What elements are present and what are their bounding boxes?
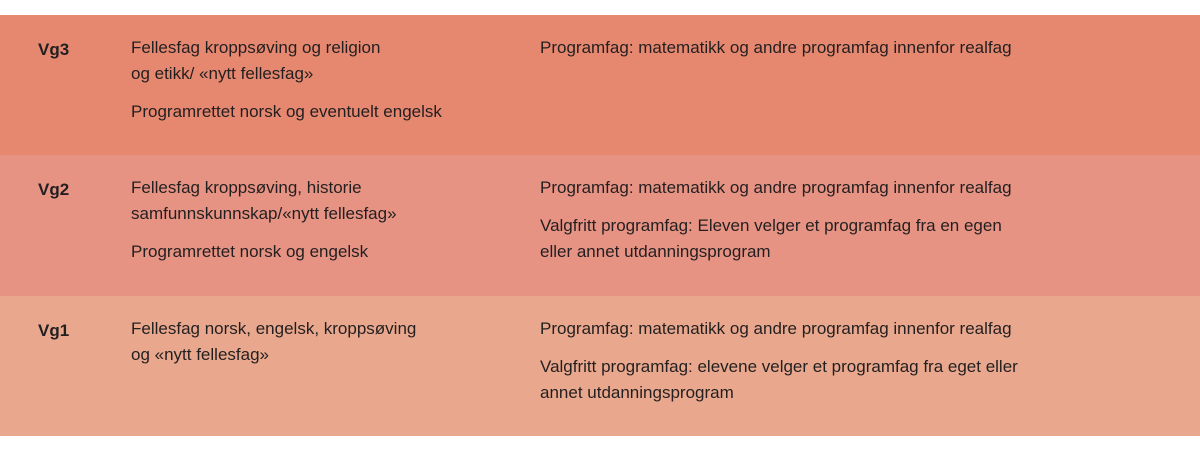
- common-subject-text: Programrettet norsk og engelsk: [131, 242, 369, 261]
- common-subjects-column: [131, 35, 521, 137]
- common-subject-text: Fellesfag kroppsøving, historie samfunnskunnskap/«nytt fellesfag»: [131, 178, 397, 223]
- level-label: Vg3: [38, 40, 70, 59]
- program-subject-text: Programfag: matematikk og andre programfag innenfor realfag: [540, 319, 1012, 338]
- program-subject-text: Valgfritt programfag: Eleven velger et programfag fra en egen eller annet utdanningsprogram: [540, 216, 1002, 261]
- table-row-vg1: [0, 296, 1200, 436]
- common-subjects-column: [131, 316, 521, 380]
- program-subjects-column: [540, 316, 1180, 418]
- program-subjects-column: [540, 35, 1180, 73]
- common-subject-text: Fellesfag kroppsøving og religion og etikk/ «nytt fellesfag»: [131, 38, 381, 83]
- program-subject-text: Programfag: matematikk og andre programfag innenfor realfag: [540, 38, 1012, 57]
- curriculum-table: [0, 15, 1200, 436]
- common-subjects-column: [131, 175, 521, 277]
- table-row-vg2: [0, 155, 1200, 296]
- table-row-vg3: [0, 15, 1200, 155]
- common-subject-text: Fellesfag norsk, engelsk, kroppsøving og «nytt fellesfag»: [131, 319, 417, 364]
- program-subject-text: Programfag: matematikk og andre programfag innenfor realfag: [540, 178, 1012, 197]
- program-subjects-column: [540, 175, 1180, 277]
- level-label: Vg1: [38, 321, 70, 340]
- common-subject-text: Programrettet norsk og eventuelt engelsk: [131, 102, 442, 121]
- program-subject-text: Valgfritt programfag: elevene velger et programfag fra eget eller annet utdanningsprogram: [540, 357, 1018, 402]
- level-label: Vg2: [38, 180, 70, 199]
